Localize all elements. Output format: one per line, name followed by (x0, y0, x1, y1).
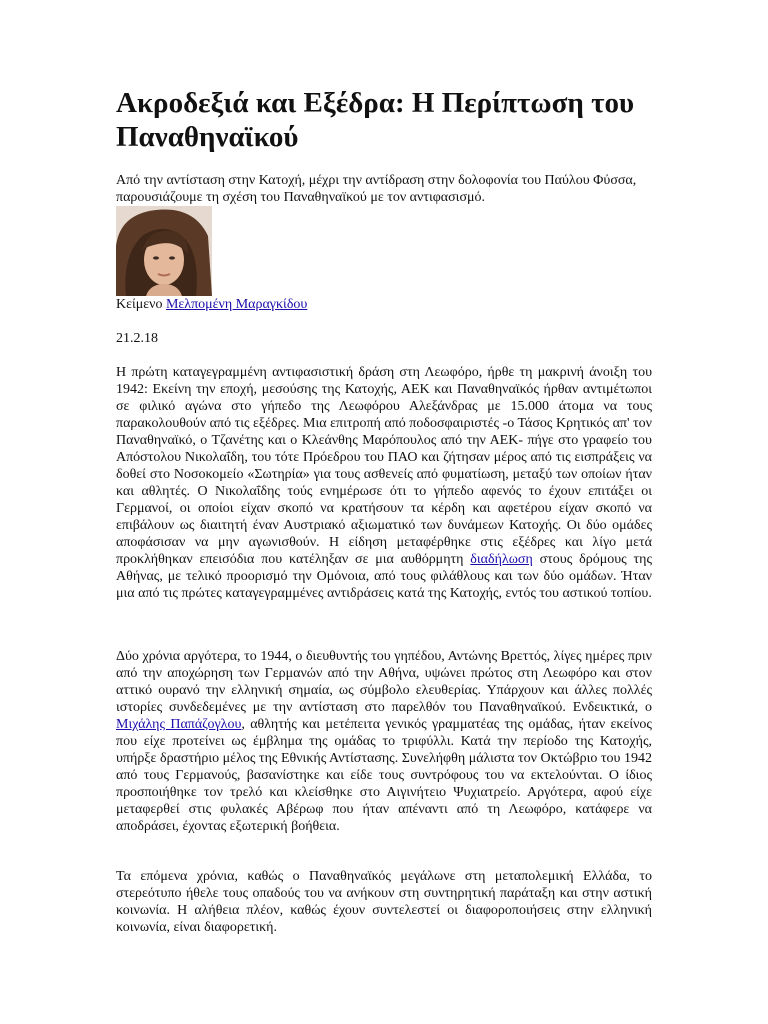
article-lead: Από την αντίσταση στην Κατοχή, μέχρι την αντίδραση στην δολοφονία του Παύλου Φύσσα, παρουσιάζουμε τη σχέση του Παναθηναϊκού με τον αντιφασισμό. (116, 173, 637, 205)
paragraph-1 (116, 364, 652, 602)
paragraph-2 (116, 648, 652, 835)
author-photo (116, 206, 212, 296)
paragraph-2-text-a: Δύο χρόνια αργότερα, το 1944, ο διευθυντής του γηπέδου, Αντώνης Βρεττός, λίγες ημέρες πριν από την αποχώρηση των Γερμανών από την Αθήνα, υψώνει πρώτος στη Λεωφόρο και στον αττικό ουρανό την ελληνική σημαία, ως σύμβολο ελευθερίας. Υπάρχουν και άλλες πολλές ιστορίες συνδεδεμένες με την αντίσταση στο παρελθόν του Παναθηναϊκού. Ενδεικτικά, ο (116, 649, 652, 715)
author-portrait-image (116, 206, 212, 296)
demonstration-link[interactable]: διαδήλωση (470, 552, 533, 567)
article-date: 21.2.18 (116, 331, 158, 346)
article-title: Ακροδεξιά και Εξέδρα: Η Περίπτωση του Παναθηναϊκού (116, 87, 635, 153)
paragraph-3: Τα επόμενα χρόνια, καθώς ο Παναθηναϊκός μεγάλωνε στη μεταπολεμική Ελλάδα, το στερεότυπο ήθελε τους οπαδούς του να ανήκουν στη συντηρητική παράταξη και στην αστική κοινωνία. Η αλήθεια πλέον, καθώς έχουν συντελεστεί οι διαφοροποιήσεις στην ελληνική κοινωνία, είναι διαφορετική. (116, 869, 652, 935)
byline-prefix: Κείμενο (116, 297, 166, 312)
paragraph-2-text-b: , αθλητής και μετέπειτα γενικός γραμματέας της ομάδας, ήταν εκείνος που είχε προτείνει ως έμβλημα της ομάδας το τριφύλλι. Κατά την περίοδο της Κατοχής, υπήρξε δραστήριο μέλος της Εθνικής Αντίστασης. Συνελήφθη μάλιστα τον Οκτώβριο του 1942 από τους Γερμανούς, βασανίστηκε και είδε τους συντρόφους του να εκτελούνται. Ο ίδιος προσποιήθηκε τον τρελό και κλείσθηκε στο Αιγινήτειο Ψυχιατρείο. Αργότερα, αφού είχε μεταφερθεί στις φυλακές Αβέρωφ που ήταν απέναντι από τη Λεωφόρο, κατάφερε να αποδράσει, έχοντας εξωτερική βοήθεια. (116, 717, 652, 834)
paragraph-1-text-b: στους δρόμους της Αθήνας, με τελικό προορισμό την Ομόνοια, από τους φιλάθλους και των δύο ομάδων. Ήταν μια από τις πρώτες καταγεγραμμένες αντιδράσεις κατά της Κατοχής, εντός του αστικού τοπίου. (116, 552, 652, 601)
article-byline (116, 296, 307, 313)
author-link[interactable]: Μελπομένη Μαραγκίδου (165, 297, 308, 312)
papazoglou-link[interactable]: Μιχάλης Παπάζογλου (116, 717, 242, 732)
paragraph-1-text-a: Η πρώτη καταγεγραμμένη αντιφασιστική δράση στη Λεωφόρο, ήρθε τη μακρινή άνοιξη του 1942: Εκείνη την εποχή, μεσούσης της Κατοχής, ΑΕΚ και Παναθηναϊκός ήρθαν αντιμέτωποι σε φιλικό αγώνα στο γήπεδο της Λεωφόρου Αλεξάνδρας με 15.000 άτομα να τους παρακολουθούν από τις εξέδρες. Μια επιτροπή από ποδοσφαιριστές -ο Τάσος Κρητικός απ' τον Παναθηναϊκό, ο Τζανέτης και ο Κλεάνθης Μαρόπουλος από την ΑΕΚ- πήγε στο γραφείο του Απόστολου Νικολαΐδη, του τότε Πρόεδρου του ΠΑΟ και ζήτησαν μέρος από τις εισπράξεις να δοθεί στο Νοσοκομείο «Σωτηρία» για τους ασθενείς από φυματίωση, μεταξύ των οποίων ήταν και αθλητές. Ο Νικολαΐδης τούς ενημέρωσε ότι το γήπεδο αφενός το έχουν επιτάξει οι Γερμανοί, οι οποίοι είχαν σκοπό να κρατήσουν τα κέρδη και αφετέρου είχαν σκοπό να επιβάλουν ως διαιτητή έναν Αυστριακό αξιωματικό των δυνάμεων Κατοχής. Οι δύο ομάδες αποφάσισαν να μην αγωνισθούν. Η είδηση μεταφέρθηκε στις εξέδρες και λίγο μετά προκλήθηκαν επεισόδια που κατέληξαν σε μια αυθόρμητη (116, 365, 652, 567)
